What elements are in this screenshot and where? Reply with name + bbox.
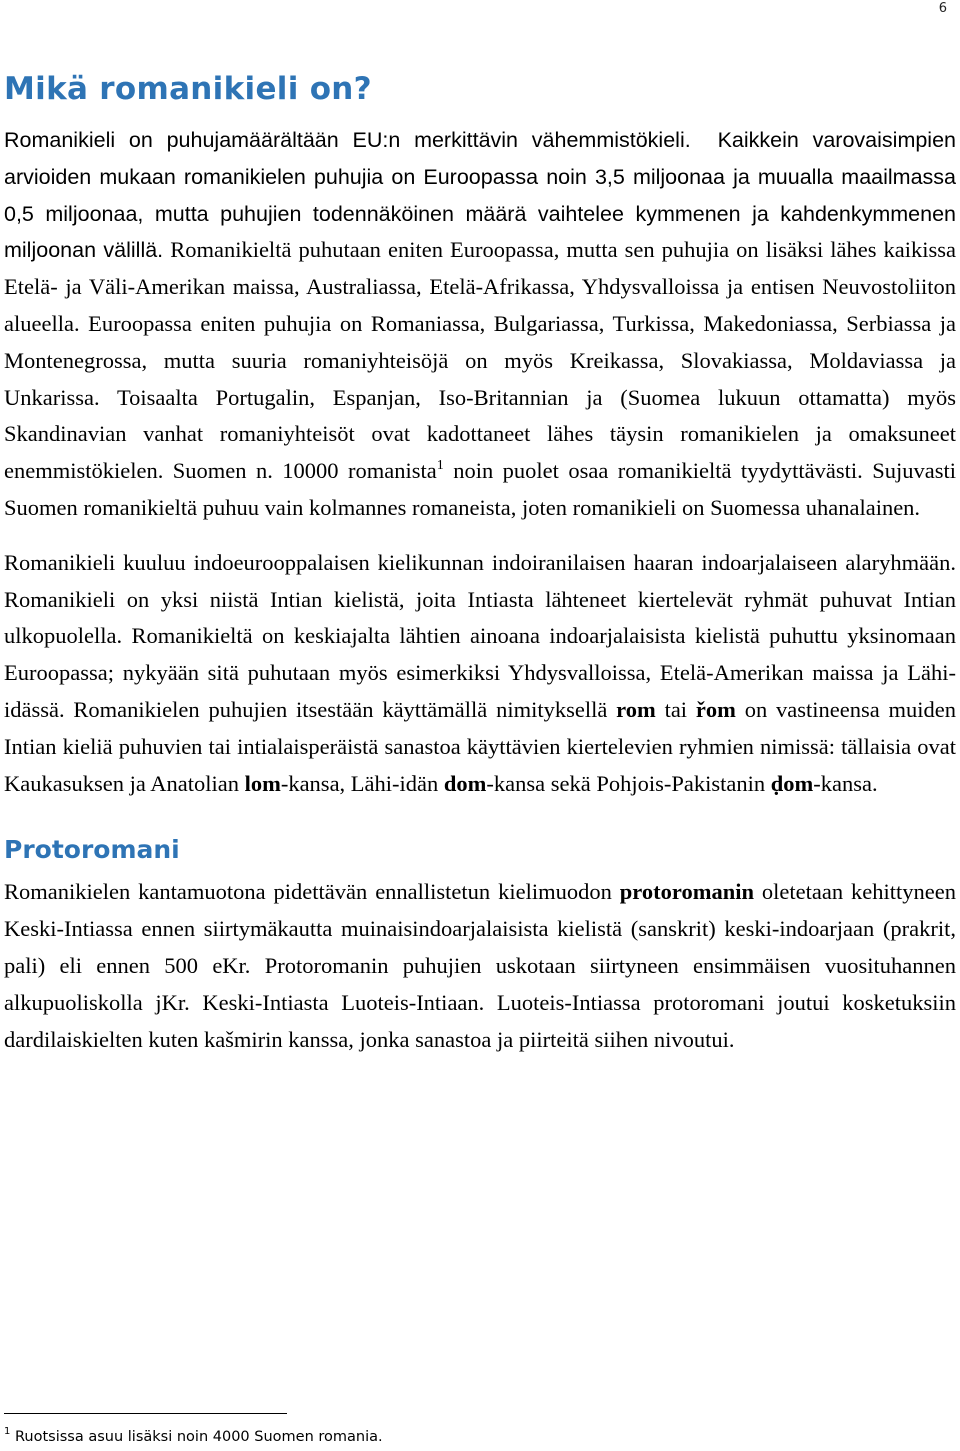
footnote-reference: 1 [436, 458, 444, 474]
paragraph-classification-text-d: -kansa, Lähi-idän [280, 770, 439, 796]
term-rrom: řom [695, 696, 736, 722]
paragraph-protoromani-text-a: Romanikielen kantamuotona pidettävän ennallistetun kielimuodon [4, 879, 612, 905]
paragraph-protoromani-text-b: oletetaan kehittyneen Keski-Intiassa ennen siirtymäkautta muinaisindoarjalaisista kielistä (sanskrit) keski-indoarjaan (prakrit, pali) eli ennen 500 eKr. Protoromanin puhujien uskotaan siirtyneen ensimmäisen vuosituhannen alkupuoliskolla jKr. Keski-Intiasta Luoteis-Intiaan. Luoteis-Intiassa protoromani joutui kosketuksiin dardilaiskielten kuten kašmirin kanssa, jonka sanastoa ja piirteitä siihen nivoutui. [4, 879, 957, 1052]
paragraph-protoromani [4, 874, 956, 1058]
footnote-marker: 1 [4, 1426, 11, 1437]
paragraph-classification-text-c: on vastineensa muiden Intian kieliä puhuvien tai intialaisperäistä sanastoa käyttävien kiertelevien ryhmien nimissä: tällaisia ovat Kaukasuksen ja Anatolian [4, 696, 957, 796]
page-content [4, 66, 956, 1058]
paragraph-classification-text-a: Romanikieli kuuluu indoeurooppalaisen kielikunnan indoiranilaisen haaran indoarjalaiseen alaryhmään. Romanikieli on yksi niistä Intian kielistä, joita Intiasta lähteneet kiertelevät ryhmät puhuvat Intian ulkopuolella. Romanikieltä on keskiajalta lähtien ainoana indoarjalaisista kielistä puhuttu yksinomaan Euroopassa; nykyään sitä puhutaan myös esimerkiksi Yhdysvalloissa, Etelä-Amerikan maissa ja Lähi-idässä. Romanikielen puhujien itsestään käyttämällä nimityksellä [4, 549, 956, 722]
paragraph-classification-text-b: tai [664, 696, 688, 722]
section-heading-protoromani: Protoromani [4, 835, 180, 865]
page-heading: Mikä romanikieli on? [4, 71, 372, 107]
paragraph-classification-text-e: -kansa sekä Pohjois-Pakistanin [486, 770, 766, 796]
paragraph-speakers-distribution: Romanikieltä puhutaan eniten Euroopassa, mutta sen puhujia on lisäksi lähes kaikissa Etelä- ja Väli-Amerikan maissa, Australiassa, Etelä-Afrikassa, Yhdysvalloissa ja entisen Neuvostoliiton alueella. Euroopassa eniten puhujia on Romaniassa, Bulgariassa, Turkissa, Makedoniassa, Serbiassa ja Montenegrossa, mutta suuria romaniyhteisöjä on myös Kreikassa, Slovakiassa, Moldaviassa ja Unkarissa. Toisaalta Portugalin, Espanjan, Iso-Britannian ja (Suomea lukuun ottamatta) myös Skandinavian vanhat romaniyhteisöt ovat kadottaneet lähes täysin romanikielen ja omaksuneet enemmistökielen. Suomen n. 10000 romanista [4, 237, 957, 484]
paragraph-speakers [4, 122, 956, 527]
term-ddom: ḍom [770, 770, 814, 796]
paragraph-classification-text-f: -kansa. [813, 770, 878, 796]
term-lom: lom [244, 770, 281, 796]
paragraph-speakers-finland: noin puolet osaa romanikieltä tyydyttävästi. Sujuvasti Suomen romanikieltä puhuu vain kolmannes romaneista, joten romanikieli on Suomessa uhanalainen. [4, 458, 957, 520]
term-dom: dom [443, 770, 487, 796]
page-number: 6 [938, 1, 947, 16]
paragraph-speakers-intro: Romanikieli on puhujamäärältään EU:n merkittävin vähemmistökieli. [4, 128, 691, 152]
term-rom: rom [616, 696, 656, 722]
footnote [4, 1426, 383, 1448]
term-protoromanin: protoromanin [619, 879, 754, 905]
paragraph-classification [4, 545, 956, 803]
footnote-separator [4, 1413, 287, 1414]
footnote-text: Ruotsissa asuu lisäksi noin 4000 Suomen romania. [14, 1429, 383, 1445]
paragraph-speakers-estimate: Kaikkein varovaisimpien arvioiden mukaan romanikielen puhujia on Euroopassa noin 3,5 miljoonaa ja muualla maailmassa 0,5 miljoonaa, mutta puhujien todennäköinen määrä vaihtelee kymmenen ja kahdenkymmenen miljoonan välillä. [4, 128, 956, 263]
